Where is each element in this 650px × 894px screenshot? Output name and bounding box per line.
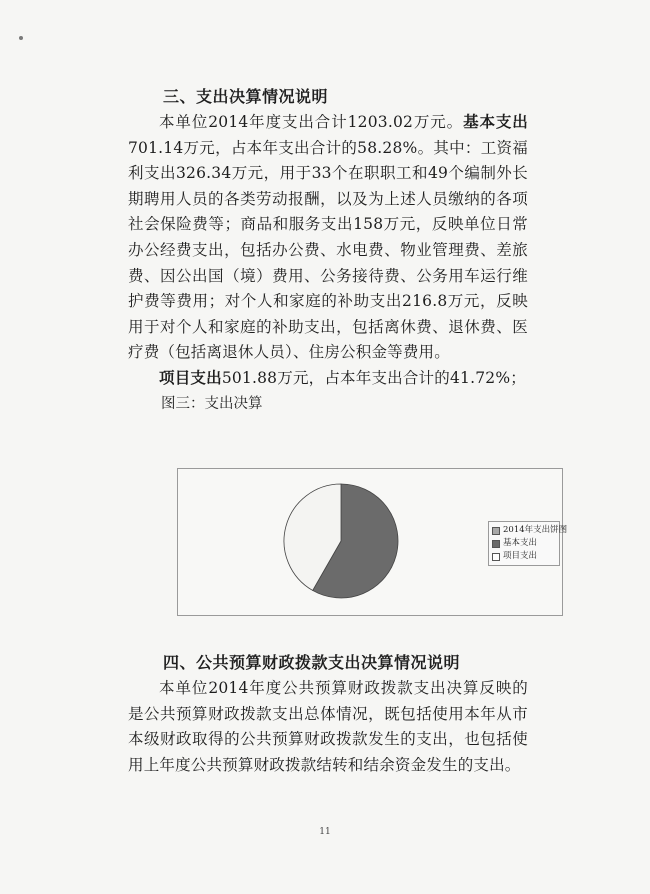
- p1-line-3: 万元，用于33个在职职工和49个编制外长期聘用人员的各类: [128, 164, 528, 208]
- s4-line-4: 度公共预算财政拨款结转和结余资金发生的支出。: [175, 755, 521, 774]
- p1-line-1a: 本单位2014年度支出合计1203.02万元。: [159, 113, 464, 131]
- section-4-heading: 四、公共预算财政拨款支出决算情况说明: [163, 653, 461, 672]
- p1-line-2: 万元，占本年支出合计的58.28%。其中：工资福利支出326.34: [128, 138, 528, 183]
- s4-line-1: 本单位2014年度公共预算财政拨款支出决算反映的是: [128, 679, 528, 723]
- p1-basic-expense-label: 基本支出: [463, 113, 528, 131]
- p2-text: 501.88万元，占本年支出合计的41.72%；: [221, 368, 526, 387]
- scan-speck: [19, 36, 23, 40]
- section-3-paragraph-1: [128, 110, 528, 366]
- legend-title: 2014年支出饼图: [503, 525, 568, 535]
- legend-label-project: 项目支出: [503, 551, 538, 561]
- legend-title-row: [492, 524, 568, 537]
- legend-swatch-project: [492, 553, 500, 561]
- legend-swatch-basic: [492, 540, 500, 548]
- s4-line-2: 公共预算财政拨款支出总体情况，既包括使用本年从市本级: [128, 704, 528, 749]
- section-3-paragraph-2: [128, 366, 528, 392]
- p1-line-5: 和服务支出158万元，反映单位日常办公经费支出，包括办: [128, 215, 528, 259]
- p1-line-9: 括离休费、退休费、医疗费（包括离退休人员）、住房公积: [128, 317, 528, 362]
- p2-project-expense-label: 项目支出: [159, 368, 222, 387]
- page-number: 11: [319, 827, 331, 837]
- figure-caption: 图三：支出决算: [161, 395, 263, 412]
- section-3-heading: 三、支出决算情况说明: [163, 87, 329, 106]
- s4-line-3: 财政取得的公共预算财政拨款发生的支出，也包括使用上年: [128, 730, 528, 774]
- legend-title-swatch: [492, 527, 500, 535]
- expense-pie-chart: [177, 468, 568, 616]
- p1-line-10: 金等费用。: [371, 343, 450, 362]
- p1-line-8: 补助支出216.8万元，反映用于对个人和家庭的补助支出，包: [128, 292, 528, 336]
- section-4-paragraph: [128, 676, 528, 778]
- p1-line-4: 劳动报酬，以及为上述人员缴纳的各项社会保险费等；商品: [128, 189, 529, 234]
- chart-legend: [488, 521, 568, 566]
- section-4: [128, 650, 528, 778]
- section-3: [128, 84, 528, 417]
- p1-line-6: 公费、水电费、物业管理费、差旅费、因公出国（境）费用、: [128, 240, 528, 285]
- legend-item-basic: [492, 537, 556, 550]
- p1-line-7: 公务接待费、公务用车运行维护费等费用；对个人和家庭的: [128, 266, 528, 311]
- p1-line-1b: 701.14: [128, 138, 184, 157]
- legend-label-basic: 基本支出: [503, 538, 538, 548]
- legend-item-project: [492, 550, 556, 563]
